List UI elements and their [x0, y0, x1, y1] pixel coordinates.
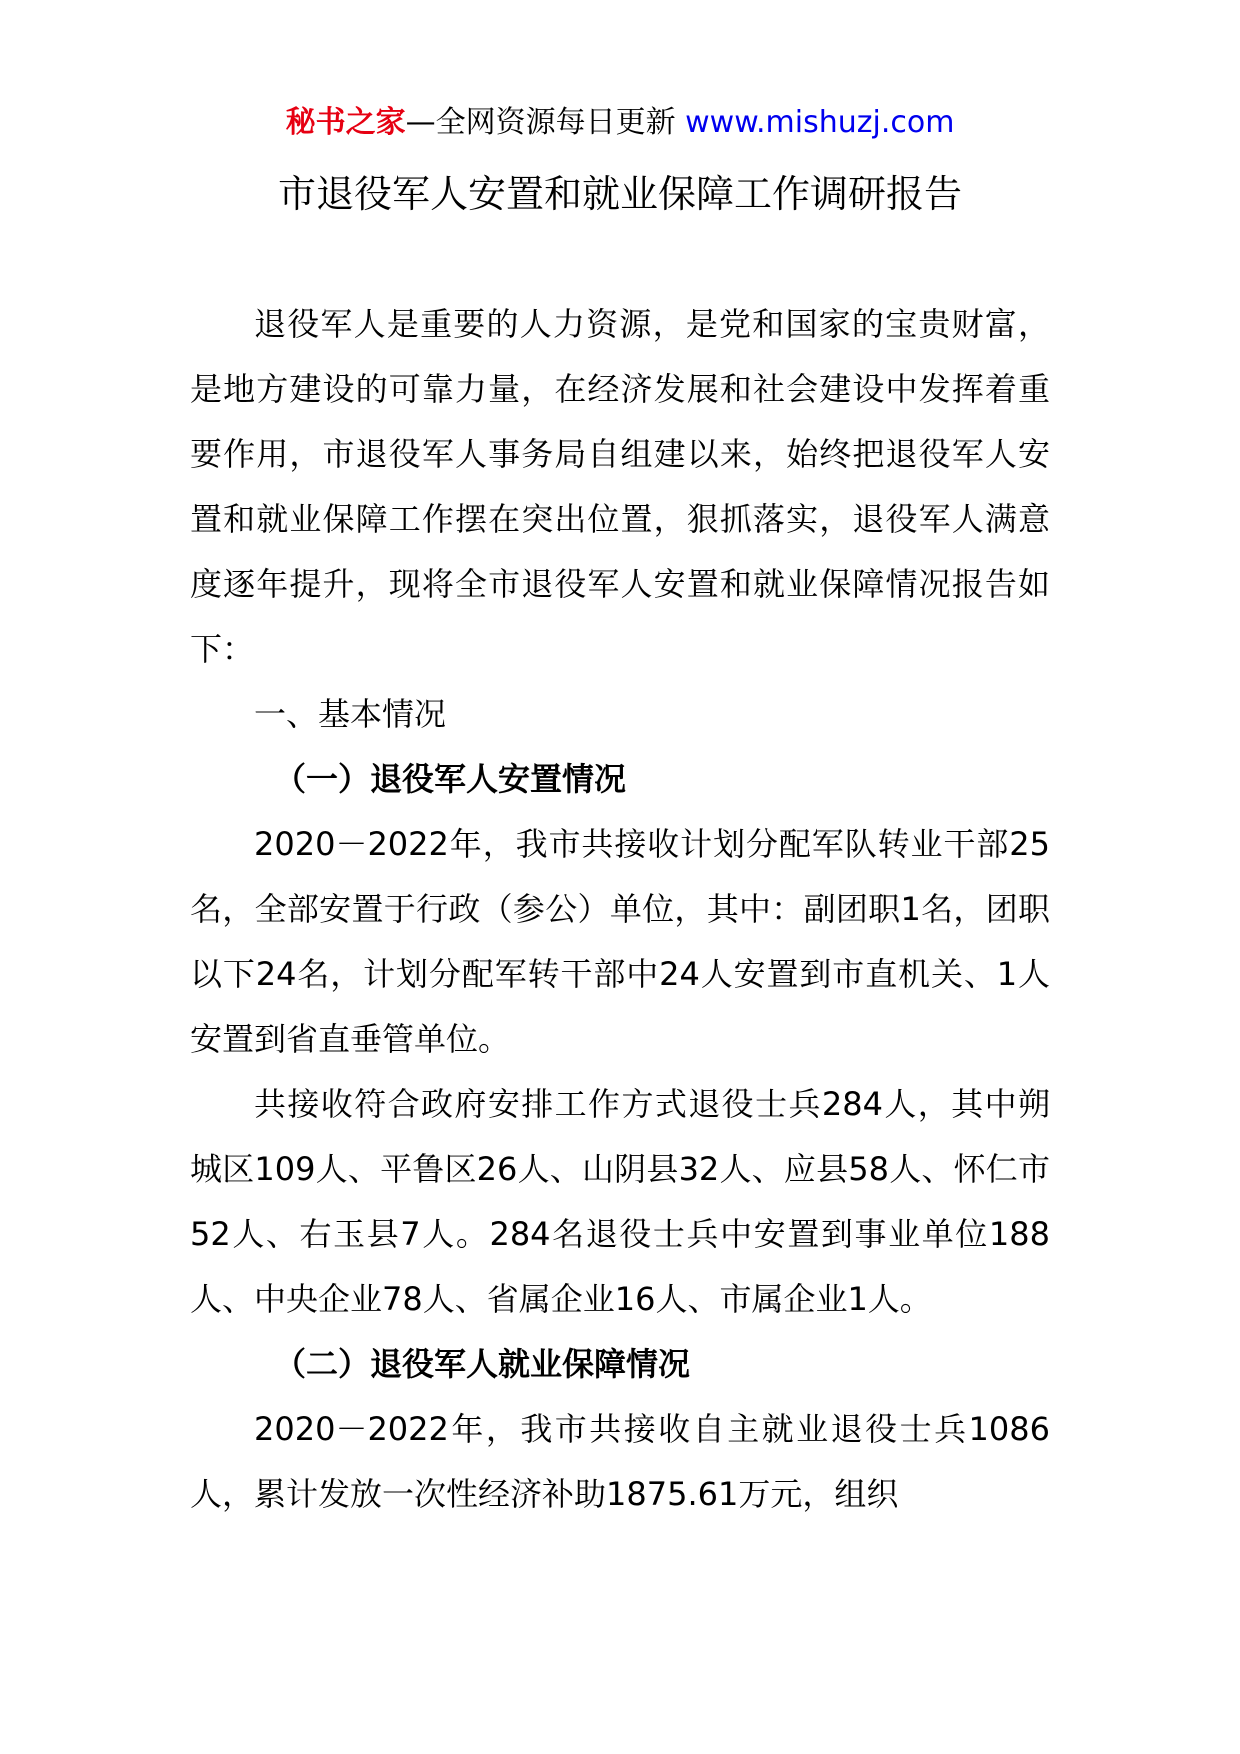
placement-paragraph-cadres: 2020－2022年，我市共接收计划分配军队转业干部25名，全部安置于行政（参公）单位，其中：副团职1名，团职以下24名，计划分配军转干部中24人安置到市直机关、1人安置到省直垂管单位。: [190, 825, 1050, 1058]
brand-tagline: —全网资源每日更新: [405, 105, 676, 140]
subsection-heading-employment: （二）退役军人就业保障情况: [274, 1345, 691, 1383]
employment-paragraph: 2020－2022年，我市共接收自主就业退役士兵1086人，累计发放一次性经济补助1875.61万元，组织: [190, 1410, 1050, 1513]
brand-name: 秘书之家: [285, 105, 406, 140]
document-title: 市退役军人安置和就业保障工作调研报告: [277, 172, 962, 216]
section-heading-basic-situation: 一、基本情况: [254, 695, 447, 733]
placement-paragraph-soldiers: 共接收符合政府安排工作方式退役士兵284人，其中朔城区109人、平鲁区26人、山阴县32人、应县58人、怀仁市52人、右玉县7人。284名退役士兵中安置到事业单位188人、中央企业78人、省属企业16人、市属企业1人。: [190, 1085, 1050, 1318]
intro-paragraph: 退役军人是重要的人力资源，是党和国家的宝贵财富，是地方建设的可靠力量，在经济发展和社会建设中发挥着重要作用，市退役军人事务局自组建以来，始终把退役军人安置和就业保障工作摆在突出位置，狠抓落实，退役军人满意度逐年提升，现将全市退役军人安置和就业保障情况报告如下：: [190, 305, 1050, 668]
site-url-link[interactable]: www.mishuzj.com: [685, 105, 955, 140]
document-body: [190, 292, 1050, 1527]
subsection-heading-placement: （一）退役军人安置情况: [274, 760, 627, 798]
site-header: [0, 100, 1240, 146]
